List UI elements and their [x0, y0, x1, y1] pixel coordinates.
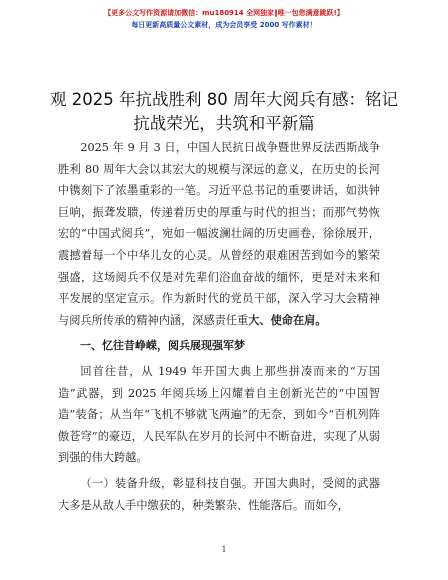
promo-banner	[0, 8, 448, 30]
paragraph-intro-text: 2025 年 9 月 3 日，中国人民抗日战争暨世界反法西斯战争胜利 80 周年大会以其宏大的规模与深远的意义，在历史的长河中镌刻下了浓墨重彩的一笔。习近平总书记的重要讲话，如洪钟巨响，振聋发聩，传递着历史的厚重与时代的担当；而那气势恢宏的“中国式阅兵”，宛如一幅波澜壮阔的历史画卷，徐徐展开，震撼着每一个中华儿女的心灵。从曾经的艰难困苦到如今的繁荣强盛，这场阅兵不仅是对先辈们浴血奋战的缅怀，更是对未来和平发展的坚定宣示。作为新时代的党员干部，深入学习大会精神与阅兵所传承的精神内涵，深感责任重	[58, 141, 380, 327]
banner-line-2: 每日更新高质量公文素材，成为会员享受 2000 写作素材！	[131, 21, 317, 29]
page-number: 1	[221, 545, 227, 554]
paragraph-2: 回首往昔，从 1949 年开国大典上那些拼凑而来的“万国造”武器，到 2025 年阅兵场上闪耀着自主创新光芒的“中国智造”装备；从当年“飞机不够就飞两遍”的无奈，到如今“百机列阵傲苍穹”的豪迈，人民军队在岁月的长河中不断奋进，实现了从弱到强的伟大跨越。	[58, 364, 380, 465]
paragraph-intro	[58, 137, 380, 331]
paragraph-intro-bold-tail: 大、使命在肩。	[248, 312, 327, 327]
document-body	[58, 137, 380, 516]
banner-line-1: 【更多公文写作资源请加微信：mu180914 全网独家‖唯一包您满意跳跃!】	[104, 9, 344, 17]
paragraph-3: （一）装备升级，彰显科技自强。开国大典时，受阅的武器大多是从敌人手中缴获的，种类繁杂、性能落后。而如今，	[58, 476, 380, 512]
section-heading-1: 一、忆往昔峥嵘，阅兵展现强军梦	[80, 339, 245, 353]
document-title: 观 2025 年抗战胜利 80 周年大阅兵有感：铭记抗战荣光，共筑和平新篇	[50, 90, 398, 133]
